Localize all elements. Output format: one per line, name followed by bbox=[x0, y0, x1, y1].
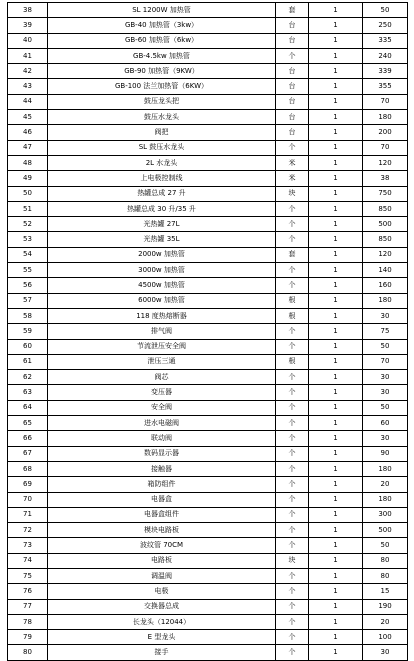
price-cell: 50 bbox=[363, 400, 408, 415]
table-row bbox=[8, 584, 408, 599]
item-name-cell: GB-40 加热管（3kw） bbox=[48, 18, 276, 33]
price-cell: 30 bbox=[363, 370, 408, 385]
quantity-cell: 1 bbox=[309, 523, 363, 538]
price-cell: 200 bbox=[363, 125, 408, 140]
table-row bbox=[8, 354, 408, 369]
quantity-cell: 1 bbox=[309, 3, 363, 18]
unit-cell: 个 bbox=[276, 507, 309, 522]
quantity-cell: 1 bbox=[309, 201, 363, 216]
table-row bbox=[8, 247, 408, 262]
table-row bbox=[8, 339, 408, 354]
row-number-cell: 54 bbox=[8, 247, 48, 262]
unit-cell: 块 bbox=[276, 553, 309, 568]
row-number-cell: 52 bbox=[8, 217, 48, 232]
price-cell: 750 bbox=[363, 186, 408, 201]
unit-cell: 个 bbox=[276, 477, 309, 492]
unit-cell: 台 bbox=[276, 79, 309, 94]
table-row bbox=[8, 568, 408, 583]
item-name-cell: 联动阀 bbox=[48, 431, 276, 446]
table-row bbox=[8, 446, 408, 461]
price-cell: 180 bbox=[363, 492, 408, 507]
quantity-cell: 1 bbox=[309, 446, 363, 461]
quantity-cell: 1 bbox=[309, 614, 363, 629]
price-cell: 850 bbox=[363, 232, 408, 247]
unit-cell: 个 bbox=[276, 339, 309, 354]
row-number-cell: 78 bbox=[8, 614, 48, 629]
row-number-cell: 80 bbox=[8, 645, 48, 660]
item-name-cell: SL 鼓压水龙头 bbox=[48, 140, 276, 155]
table-row bbox=[8, 186, 408, 201]
quantity-cell: 1 bbox=[309, 308, 363, 323]
item-name-cell: 3000w 加热管 bbox=[48, 263, 276, 278]
table-row bbox=[8, 599, 408, 614]
unit-cell: 个 bbox=[276, 568, 309, 583]
quantity-cell: 1 bbox=[309, 416, 363, 431]
item-name-cell: GB-60 加热管（6kw） bbox=[48, 33, 276, 48]
item-name-cell: GB-4.5kw 加热管 bbox=[48, 48, 276, 63]
row-number-cell: 42 bbox=[8, 64, 48, 79]
item-name-cell: E 型龙头 bbox=[48, 630, 276, 645]
item-name-cell: 光热罐 27L bbox=[48, 217, 276, 232]
unit-cell: 个 bbox=[276, 523, 309, 538]
quantity-cell: 1 bbox=[309, 507, 363, 522]
table-row bbox=[8, 263, 408, 278]
price-cell: 160 bbox=[363, 278, 408, 293]
quantity-cell: 1 bbox=[309, 293, 363, 308]
item-name-cell: 118 度热熔断器 bbox=[48, 308, 276, 323]
table-row bbox=[8, 400, 408, 415]
price-cell: 20 bbox=[363, 614, 408, 629]
table-row bbox=[8, 370, 408, 385]
table-row bbox=[8, 523, 408, 538]
item-name-cell: 电器盒组件 bbox=[48, 507, 276, 522]
price-cell: 30 bbox=[363, 645, 408, 660]
unit-cell: 米 bbox=[276, 171, 309, 186]
unit-cell: 台 bbox=[276, 18, 309, 33]
item-name-cell: 排气阀 bbox=[48, 324, 276, 339]
quantity-cell: 1 bbox=[309, 370, 363, 385]
item-name-cell: 调温阀 bbox=[48, 568, 276, 583]
table-row bbox=[8, 507, 408, 522]
quantity-cell: 1 bbox=[309, 630, 363, 645]
row-number-cell: 60 bbox=[8, 339, 48, 354]
item-name-cell: 波纹管 70CM bbox=[48, 538, 276, 553]
item-name-cell: 阀把 bbox=[48, 125, 276, 140]
unit-cell: 个 bbox=[276, 538, 309, 553]
price-cell: 250 bbox=[363, 18, 408, 33]
row-number-cell: 74 bbox=[8, 553, 48, 568]
row-number-cell: 61 bbox=[8, 354, 48, 369]
item-name-cell: 交换器总成 bbox=[48, 599, 276, 614]
unit-cell: 个 bbox=[276, 630, 309, 645]
price-cell: 70 bbox=[363, 354, 408, 369]
item-name-cell: GB-100 法兰加热管（6KW） bbox=[48, 79, 276, 94]
table-row bbox=[8, 64, 408, 79]
unit-cell: 个 bbox=[276, 217, 309, 232]
quantity-cell: 1 bbox=[309, 599, 363, 614]
unit-cell: 个 bbox=[276, 324, 309, 339]
table-row bbox=[8, 431, 408, 446]
item-name-cell: 变压器 bbox=[48, 385, 276, 400]
item-name-cell: 模块电路板 bbox=[48, 523, 276, 538]
price-cell: 500 bbox=[363, 523, 408, 538]
row-number-cell: 64 bbox=[8, 400, 48, 415]
item-name-cell: 热罐总成 30 升/35 升 bbox=[48, 201, 276, 216]
table-row bbox=[8, 278, 408, 293]
price-cell: 180 bbox=[363, 293, 408, 308]
quantity-cell: 1 bbox=[309, 354, 363, 369]
table-row bbox=[8, 630, 408, 645]
unit-cell: 台 bbox=[276, 64, 309, 79]
item-name-cell: 鼓压龙头把 bbox=[48, 94, 276, 109]
row-number-cell: 53 bbox=[8, 232, 48, 247]
item-name-cell: 数码显示器 bbox=[48, 446, 276, 461]
price-cell: 80 bbox=[363, 553, 408, 568]
item-name-cell: 泄压三通 bbox=[48, 354, 276, 369]
unit-cell: 个 bbox=[276, 416, 309, 431]
parts-table-body bbox=[8, 3, 408, 661]
row-number-cell: 51 bbox=[8, 201, 48, 216]
table-row bbox=[8, 171, 408, 186]
quantity-cell: 1 bbox=[309, 385, 363, 400]
item-name-cell: 2L 水龙头 bbox=[48, 155, 276, 170]
table-row bbox=[8, 33, 408, 48]
quantity-cell: 1 bbox=[309, 48, 363, 63]
table-row bbox=[8, 94, 408, 109]
table-row bbox=[8, 79, 408, 94]
row-number-cell: 68 bbox=[8, 461, 48, 476]
unit-cell: 个 bbox=[276, 400, 309, 415]
quantity-cell: 1 bbox=[309, 33, 363, 48]
price-cell: 240 bbox=[363, 48, 408, 63]
price-cell: 80 bbox=[363, 568, 408, 583]
row-number-cell: 45 bbox=[8, 110, 48, 125]
price-cell: 500 bbox=[363, 217, 408, 232]
row-number-cell: 76 bbox=[8, 584, 48, 599]
item-name-cell: 电器盒 bbox=[48, 492, 276, 507]
row-number-cell: 72 bbox=[8, 523, 48, 538]
unit-cell: 个 bbox=[276, 201, 309, 216]
quantity-cell: 1 bbox=[309, 155, 363, 170]
row-number-cell: 58 bbox=[8, 308, 48, 323]
quantity-cell: 1 bbox=[309, 492, 363, 507]
unit-cell: 个 bbox=[276, 645, 309, 660]
price-cell: 70 bbox=[363, 94, 408, 109]
unit-cell: 根 bbox=[276, 354, 309, 369]
price-cell: 190 bbox=[363, 599, 408, 614]
unit-cell: 个 bbox=[276, 385, 309, 400]
unit-cell: 台 bbox=[276, 125, 309, 140]
row-number-cell: 59 bbox=[8, 324, 48, 339]
price-cell: 75 bbox=[363, 324, 408, 339]
item-name-cell: GB-90 加热管（9KW） bbox=[48, 64, 276, 79]
table-row bbox=[8, 293, 408, 308]
row-number-cell: 66 bbox=[8, 431, 48, 446]
quantity-cell: 1 bbox=[309, 110, 363, 125]
price-cell: 20 bbox=[363, 477, 408, 492]
table-row bbox=[8, 461, 408, 476]
quantity-cell: 1 bbox=[309, 584, 363, 599]
price-cell: 850 bbox=[363, 201, 408, 216]
price-cell: 120 bbox=[363, 155, 408, 170]
unit-cell: 个 bbox=[276, 48, 309, 63]
table-row bbox=[8, 538, 408, 553]
quantity-cell: 1 bbox=[309, 64, 363, 79]
quantity-cell: 1 bbox=[309, 171, 363, 186]
price-cell: 140 bbox=[363, 263, 408, 278]
table-row bbox=[8, 492, 408, 507]
unit-cell: 个 bbox=[276, 232, 309, 247]
price-cell: 50 bbox=[363, 339, 408, 354]
quantity-cell: 1 bbox=[309, 400, 363, 415]
item-name-cell: 热罐总成 27 升 bbox=[48, 186, 276, 201]
unit-cell: 套 bbox=[276, 3, 309, 18]
unit-cell: 个 bbox=[276, 446, 309, 461]
price-cell: 50 bbox=[363, 3, 408, 18]
quantity-cell: 1 bbox=[309, 94, 363, 109]
row-number-cell: 69 bbox=[8, 477, 48, 492]
row-number-cell: 55 bbox=[8, 263, 48, 278]
table-row bbox=[8, 217, 408, 232]
row-number-cell: 50 bbox=[8, 186, 48, 201]
quantity-cell: 1 bbox=[309, 125, 363, 140]
unit-cell: 个 bbox=[276, 461, 309, 476]
row-number-cell: 77 bbox=[8, 599, 48, 614]
table-row bbox=[8, 477, 408, 492]
item-name-cell: 6000w 加热管 bbox=[48, 293, 276, 308]
row-number-cell: 48 bbox=[8, 155, 48, 170]
unit-cell: 个 bbox=[276, 278, 309, 293]
price-cell: 335 bbox=[363, 33, 408, 48]
item-name-cell: 电极 bbox=[48, 584, 276, 599]
unit-cell: 个 bbox=[276, 614, 309, 629]
item-name-cell: 接触器 bbox=[48, 461, 276, 476]
price-cell: 100 bbox=[363, 630, 408, 645]
unit-cell: 台 bbox=[276, 33, 309, 48]
unit-cell: 台 bbox=[276, 94, 309, 109]
quantity-cell: 1 bbox=[309, 186, 363, 201]
row-number-cell: 65 bbox=[8, 416, 48, 431]
unit-cell: 根 bbox=[276, 293, 309, 308]
quantity-cell: 1 bbox=[309, 339, 363, 354]
row-number-cell: 79 bbox=[8, 630, 48, 645]
unit-cell: 米 bbox=[276, 155, 309, 170]
item-name-cell: 箱防组件 bbox=[48, 477, 276, 492]
table-row bbox=[8, 416, 408, 431]
quantity-cell: 1 bbox=[309, 278, 363, 293]
unit-cell: 个 bbox=[276, 599, 309, 614]
price-cell: 180 bbox=[363, 461, 408, 476]
row-number-cell: 43 bbox=[8, 79, 48, 94]
price-cell: 355 bbox=[363, 79, 408, 94]
quantity-cell: 1 bbox=[309, 247, 363, 262]
quantity-cell: 1 bbox=[309, 461, 363, 476]
price-cell: 30 bbox=[363, 385, 408, 400]
price-cell: 60 bbox=[363, 416, 408, 431]
row-number-cell: 41 bbox=[8, 48, 48, 63]
item-name-cell: 进水电磁阀 bbox=[48, 416, 276, 431]
item-name-cell: 接手 bbox=[48, 645, 276, 660]
row-number-cell: 75 bbox=[8, 568, 48, 583]
table-row bbox=[8, 125, 408, 140]
quantity-cell: 1 bbox=[309, 140, 363, 155]
unit-cell: 个 bbox=[276, 370, 309, 385]
price-cell: 90 bbox=[363, 446, 408, 461]
table-row bbox=[8, 614, 408, 629]
parts-price-sheet bbox=[7, 2, 407, 661]
row-number-cell: 70 bbox=[8, 492, 48, 507]
unit-cell: 个 bbox=[276, 584, 309, 599]
row-number-cell: 44 bbox=[8, 94, 48, 109]
quantity-cell: 1 bbox=[309, 553, 363, 568]
item-name-cell: 电路板 bbox=[48, 553, 276, 568]
price-cell: 15 bbox=[363, 584, 408, 599]
table-row bbox=[8, 385, 408, 400]
price-cell: 120 bbox=[363, 247, 408, 262]
row-number-cell: 49 bbox=[8, 171, 48, 186]
row-number-cell: 38 bbox=[8, 3, 48, 18]
item-name-cell: 4500w 加热管 bbox=[48, 278, 276, 293]
row-number-cell: 62 bbox=[8, 370, 48, 385]
quantity-cell: 1 bbox=[309, 568, 363, 583]
quantity-cell: 1 bbox=[309, 263, 363, 278]
item-name-cell: SL 1200W 加热管 bbox=[48, 3, 276, 18]
table-row bbox=[8, 155, 408, 170]
price-cell: 300 bbox=[363, 507, 408, 522]
unit-cell: 台 bbox=[276, 110, 309, 125]
price-cell: 70 bbox=[363, 140, 408, 155]
table-row bbox=[8, 140, 408, 155]
item-name-cell: 2000w 加热管 bbox=[48, 247, 276, 262]
item-name-cell: 上电极控制线 bbox=[48, 171, 276, 186]
price-cell: 30 bbox=[363, 308, 408, 323]
unit-cell: 个 bbox=[276, 492, 309, 507]
row-number-cell: 71 bbox=[8, 507, 48, 522]
table-row bbox=[8, 18, 408, 33]
unit-cell: 个 bbox=[276, 431, 309, 446]
unit-cell: 个 bbox=[276, 263, 309, 278]
price-cell: 38 bbox=[363, 171, 408, 186]
unit-cell: 个 bbox=[276, 140, 309, 155]
table-row bbox=[8, 48, 408, 63]
price-cell: 30 bbox=[363, 431, 408, 446]
item-name-cell: 阀芯 bbox=[48, 370, 276, 385]
quantity-cell: 1 bbox=[309, 217, 363, 232]
price-cell: 339 bbox=[363, 64, 408, 79]
quantity-cell: 1 bbox=[309, 232, 363, 247]
quantity-cell: 1 bbox=[309, 538, 363, 553]
quantity-cell: 1 bbox=[309, 79, 363, 94]
unit-cell: 套 bbox=[276, 247, 309, 262]
item-name-cell: 鼓压水龙头 bbox=[48, 110, 276, 125]
table-row bbox=[8, 201, 408, 216]
row-number-cell: 67 bbox=[8, 446, 48, 461]
row-number-cell: 40 bbox=[8, 33, 48, 48]
quantity-cell: 1 bbox=[309, 431, 363, 446]
table-row bbox=[8, 308, 408, 323]
price-cell: 50 bbox=[363, 538, 408, 553]
row-number-cell: 63 bbox=[8, 385, 48, 400]
unit-cell: 根 bbox=[276, 308, 309, 323]
parts-table bbox=[7, 2, 408, 661]
table-row bbox=[8, 232, 408, 247]
item-name-cell: 安全阀 bbox=[48, 400, 276, 415]
row-number-cell: 73 bbox=[8, 538, 48, 553]
item-name-cell: 光热罐 35L bbox=[48, 232, 276, 247]
quantity-cell: 1 bbox=[309, 477, 363, 492]
row-number-cell: 46 bbox=[8, 125, 48, 140]
unit-cell: 块 bbox=[276, 186, 309, 201]
item-name-cell: 长龙头（12044） bbox=[48, 614, 276, 629]
table-row bbox=[8, 553, 408, 568]
quantity-cell: 1 bbox=[309, 324, 363, 339]
table-row bbox=[8, 110, 408, 125]
table-row bbox=[8, 324, 408, 339]
table-row bbox=[8, 3, 408, 18]
row-number-cell: 56 bbox=[8, 278, 48, 293]
quantity-cell: 1 bbox=[309, 18, 363, 33]
item-name-cell: 节流泄压安全阀 bbox=[48, 339, 276, 354]
price-cell: 180 bbox=[363, 110, 408, 125]
row-number-cell: 57 bbox=[8, 293, 48, 308]
row-number-cell: 47 bbox=[8, 140, 48, 155]
quantity-cell: 1 bbox=[309, 645, 363, 660]
row-number-cell: 39 bbox=[8, 18, 48, 33]
